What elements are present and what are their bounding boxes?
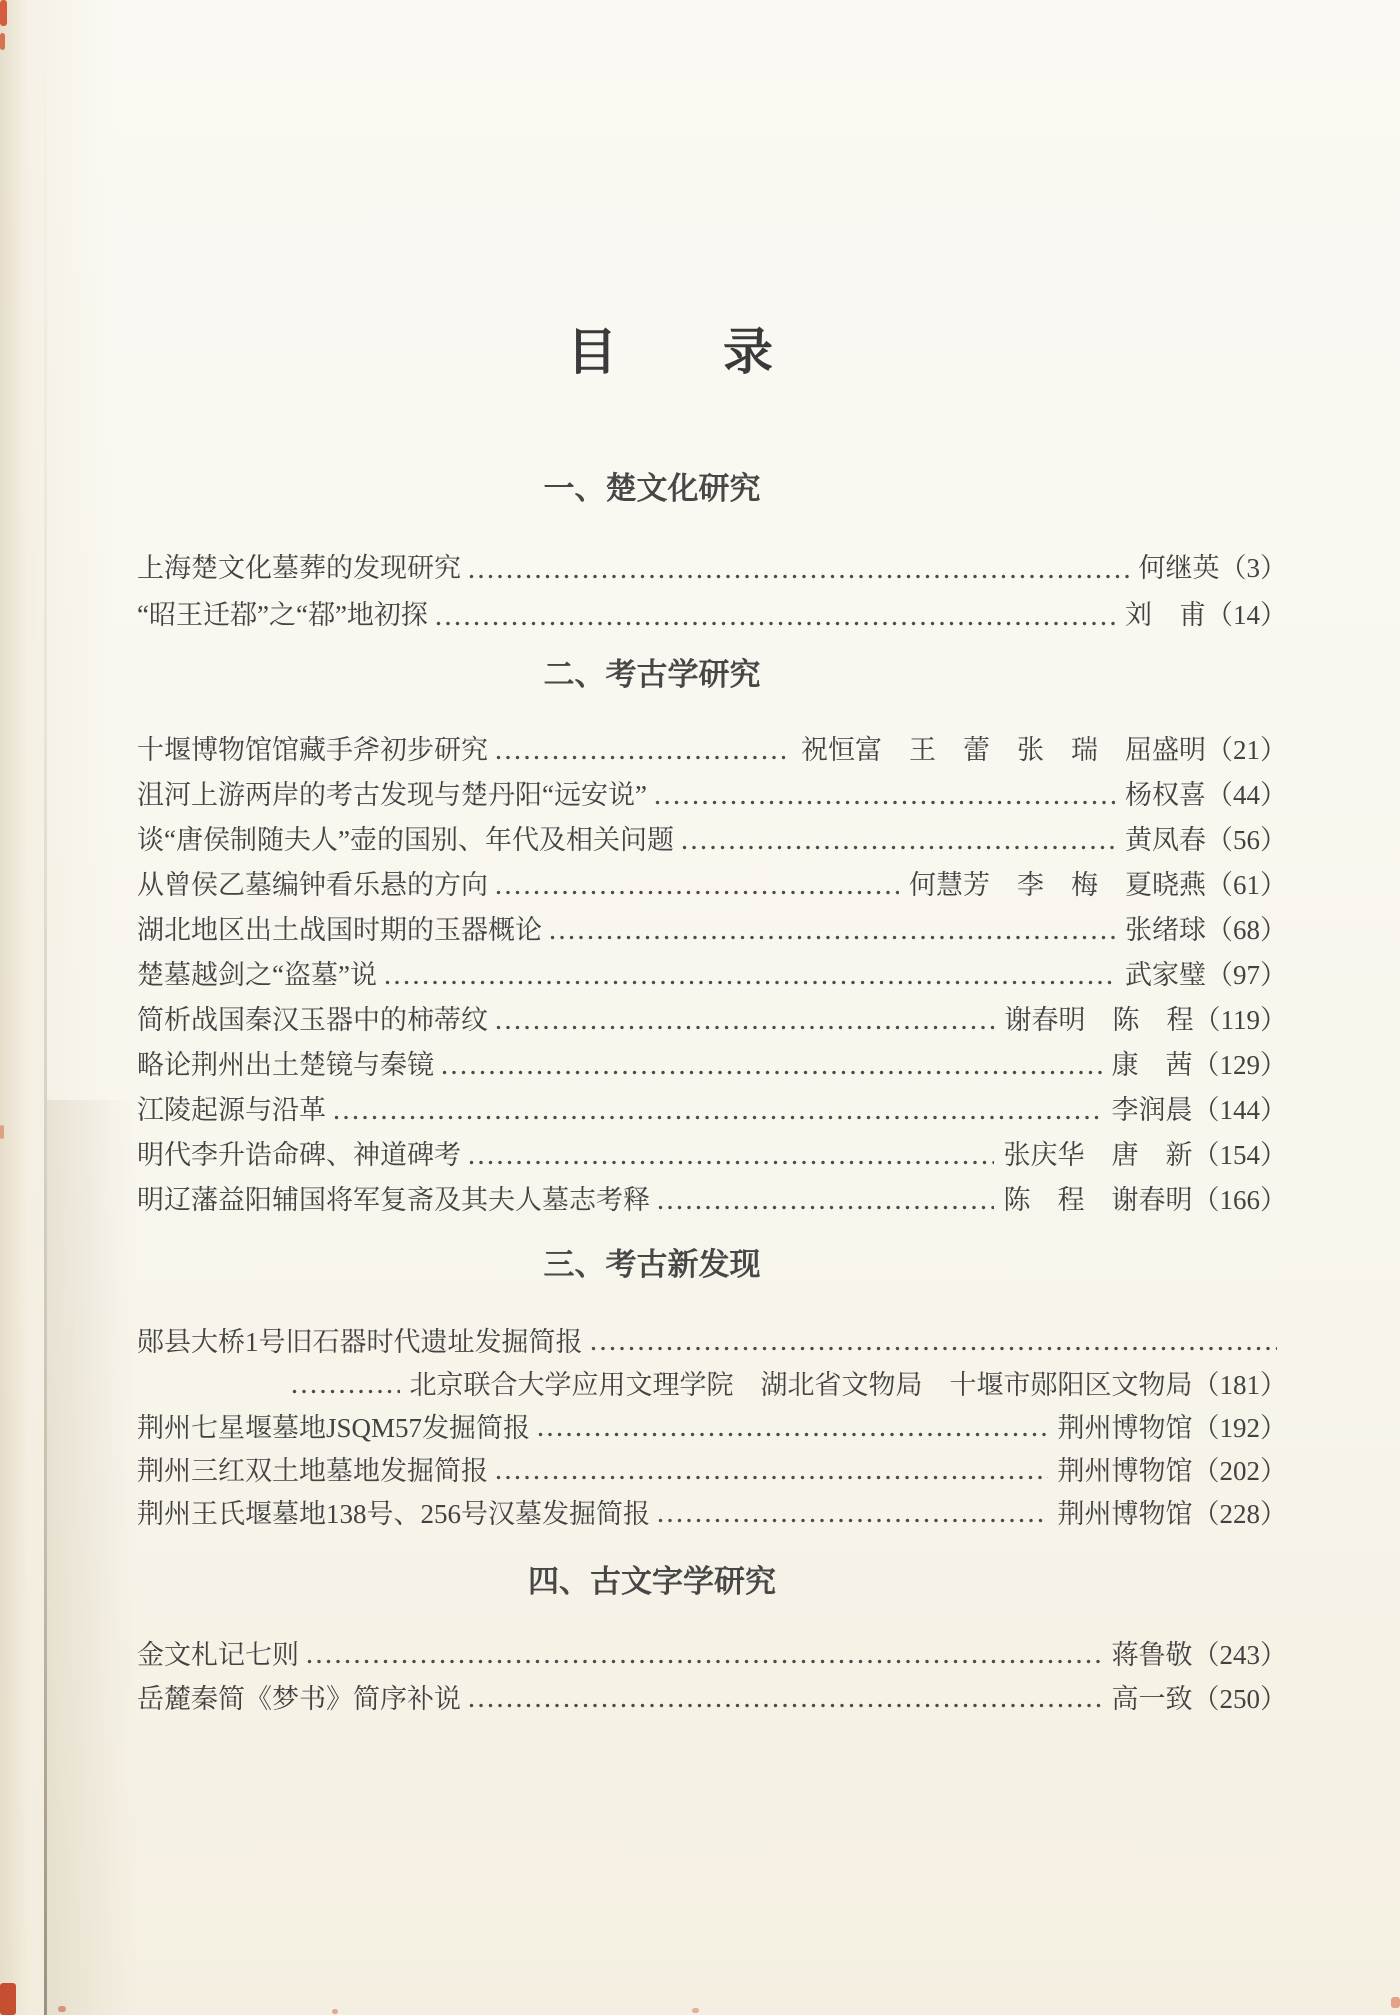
scan-artifact-red <box>0 33 5 50</box>
toc-entry <box>137 995 1287 1040</box>
dot-leader <box>538 1404 1051 1447</box>
toc-entry <box>137 860 1287 905</box>
page-title: 目 录 <box>567 324 775 380</box>
entry-author-page: 蒋鲁敬（243） <box>1111 1639 1287 1670</box>
entry-author-page: 何继英（3） <box>1138 553 1287 583</box>
entry-author-page: 荆州博物馆（202） <box>1057 1456 1287 1486</box>
entry-author-page: 武家璧（97） <box>1125 960 1287 990</box>
entry-title: 明辽藩益阳辅国将军复斋及其夫人墓志考释 <box>137 1185 650 1215</box>
toc-entry <box>137 1318 1287 1361</box>
toc-section <box>137 1248 1287 1533</box>
entry-title: 谈“唐侯制随夫人”壶的国别、年代及相关问题 <box>137 825 674 855</box>
entry-title: 简析战国秦汉玉器中的柿蒂纹 <box>137 1005 488 1035</box>
dot-leader <box>469 542 1133 589</box>
toc-section <box>137 472 1287 636</box>
toc-entry <box>137 1490 1287 1533</box>
entry-author-page: 北京联合大学应用文理学院 湖北省文物局 十堰市郧阳区文物局（181） <box>409 1370 1287 1400</box>
entry-title: 明代李升诰命碑、神道碑考 <box>137 1140 461 1170</box>
toc-sections <box>137 472 1287 1718</box>
toc-entry <box>137 950 1287 995</box>
toc-entry <box>137 1130 1287 1175</box>
dot-leader <box>496 995 999 1040</box>
entry-author-page: 祝恒富 王 蕾 张 瑞 屈盛明（21） <box>801 735 1287 765</box>
toc-entry <box>137 1674 1287 1718</box>
entry-title: 荆州王氏堰墓地138号、256号汉墓发掘简报 <box>137 1499 650 1529</box>
dot-leader <box>682 815 1119 860</box>
entry-title: 上海楚文化墓葬的发现研究 <box>137 553 461 583</box>
scan-artifact-red <box>1391 1997 1400 2008</box>
entry-title: 郧县大桥1号旧石器时代遗址发掘简报 <box>137 1327 583 1357</box>
entry-title: 荆州三红双土地墓地发掘简报 <box>137 1456 488 1486</box>
scan-artifact-red <box>58 2006 66 2012</box>
toc-entry <box>137 589 1287 636</box>
scan-artifact-red <box>0 0 7 26</box>
section-heading: 二、考古学研究 <box>543 657 761 692</box>
entry-title: 江陵起源与沿革 <box>137 1095 326 1125</box>
dot-leader <box>496 1447 1052 1490</box>
section-heading: 一、楚文化研究 <box>543 471 761 506</box>
dot-leader <box>469 1674 1106 1718</box>
section-heading: 四、古文字学研究 <box>528 1564 776 1599</box>
entry-title: 荆州七星堰墓地JSQM57发掘简报 <box>137 1413 531 1443</box>
entry-title: 略论荆州出土楚镜与秦镜 <box>137 1050 434 1080</box>
dot-leader <box>442 1040 1106 1085</box>
toc-section <box>137 1565 1287 1718</box>
entry-author-page: 刘 甫（14） <box>1125 600 1287 630</box>
scan-artifact-red <box>0 1125 4 1139</box>
section-entries <box>137 1630 1287 1718</box>
section-entries <box>137 1318 1287 1533</box>
scan-artifact-red <box>0 1983 16 2015</box>
dot-leader <box>436 589 1119 636</box>
dot-leader <box>658 1490 1052 1533</box>
toc-entry <box>137 725 1287 770</box>
entry-author-page: 李润晨（144） <box>1111 1095 1287 1125</box>
entry-author-page: 康 茜（129） <box>1111 1050 1287 1080</box>
toc-entry <box>137 1175 1287 1220</box>
entry-author-page: 陈 程 谢春明（166） <box>1003 1185 1287 1215</box>
dot-leader <box>496 860 903 905</box>
entry-author-page: 张庆华 唐 新（154） <box>1003 1140 1287 1170</box>
entry-title: 金文札记七则 <box>137 1639 299 1670</box>
toc-section <box>137 658 1287 1220</box>
page-gutter-shadow <box>47 1100 137 2015</box>
entry-author-page: 高一致（250） <box>1111 1683 1287 1714</box>
section-entries <box>137 725 1287 1220</box>
dot-leader <box>591 1318 1282 1361</box>
toc-entry <box>137 1404 1287 1447</box>
entry-author-page: 谢春明 陈 程（119） <box>1004 1005 1287 1035</box>
toc-entry <box>137 542 1287 589</box>
toc-entry <box>137 1447 1287 1490</box>
toc-entry <box>137 770 1287 815</box>
entry-title: 沮河上游两岸的考古发现与楚丹阳“远安说” <box>137 780 647 810</box>
entry-author-page: 黄凤春（56） <box>1125 825 1287 855</box>
toc-entry <box>137 1630 1287 1674</box>
dot-leader <box>334 1085 1106 1130</box>
entry-title: 楚墓越剑之“盗墓”说 <box>137 960 377 990</box>
entry-author-page: 何慧芳 李 梅 夏晓燕（61） <box>909 870 1287 900</box>
scan-artifact-red <box>332 2009 338 2014</box>
entry-title: 十堰博物馆馆藏手斧初步研究 <box>137 735 488 765</box>
dot-leader <box>385 950 1119 995</box>
dot-leader <box>658 1175 998 1220</box>
dot-leader <box>307 1630 1106 1674</box>
section-heading: 三、考古新发现 <box>543 1247 761 1282</box>
entry-author-page: 荆州博物馆（228） <box>1057 1499 1287 1529</box>
entry-title: 湖北地区出土战国时期的玉器概论 <box>137 915 542 945</box>
dot-leader <box>292 1361 404 1404</box>
entry-title: 岳麓秦简《梦书》简序补说 <box>137 1683 461 1714</box>
section-entries <box>137 542 1287 636</box>
dot-leader <box>655 770 1119 815</box>
toc-entry <box>137 1040 1287 1085</box>
dot-leader <box>469 1130 998 1175</box>
entry-author-page: 张绪球（68） <box>1125 915 1287 945</box>
toc-entry <box>137 1085 1287 1130</box>
dot-leader <box>496 725 795 770</box>
entry-title: 从曾侯乙墓编钟看乐悬的方向 <box>137 870 488 900</box>
scan-artifact-red <box>692 2008 699 2013</box>
toc-content <box>137 0 1287 1718</box>
entry-author-page: 杨权喜（44） <box>1125 780 1287 810</box>
dot-leader <box>550 905 1119 950</box>
entry-title: “昭王迁鄀”之“鄀”地初探 <box>137 600 428 630</box>
toc-entry <box>137 905 1287 950</box>
toc-entry-continuation <box>137 1361 1287 1404</box>
toc-entry <box>137 815 1287 860</box>
entry-author-page: 荆州博物馆（192） <box>1057 1413 1287 1443</box>
